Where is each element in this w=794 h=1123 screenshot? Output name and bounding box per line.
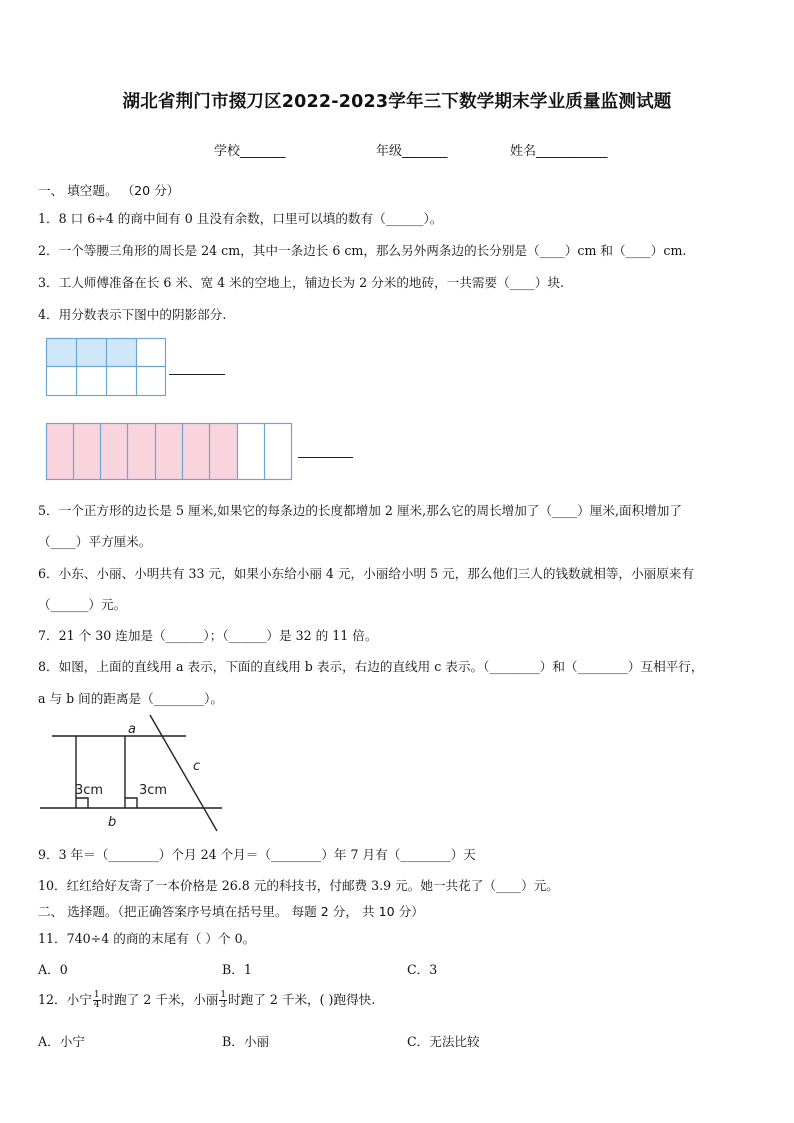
question-10: 10．红红给好友寄了一本价格是 26.8 元的科技书，付邮费 3.9 元。她一共花了（____）元。	[38, 878, 559, 893]
question-8-line1: 8．如图，上面的直线用 a 表示，下面的直线用 b 表示，右边的直线用 c 表示。（________）和（________）互相平行，	[38, 659, 704, 674]
fraction-bar-pink	[46, 423, 292, 480]
question-12	[38, 989, 375, 1010]
question-3: 3．工人师傅准备在长 6 米、宽 4 米的空地上，铺边长为 2 分米的地砖，一共需要（____）块.	[38, 275, 565, 290]
fraction-grid-blue	[46, 338, 166, 396]
section-fill-blank-heading: 一、 填空题。 （20 分）	[38, 183, 180, 198]
question-11: 11．740÷4 的商的末尾有（ ）个 0。	[38, 931, 256, 946]
line-b-label: b	[108, 815, 117, 830]
line-c-label: c	[193, 759, 201, 774]
question-8-line2: a 与 b 间的距离是（________）。	[38, 691, 223, 706]
answer-blank-4b	[298, 457, 353, 458]
question-6-line1: 6．小东、小丽、小明共有 33 元，如果小东给小丽 4 元，小丽给小明 5 元，那么他们三人的钱数就相等，小丽原来有	[38, 566, 694, 581]
q12-suffix: 时跑了 2 千米，( )跑得快.	[228, 992, 376, 1007]
name-field: 姓名___________	[510, 144, 608, 159]
q12-option-a: A．小宁	[38, 1034, 85, 1049]
question-7: 7．21 个 30 连加是（______）；（______）是 32 的 11 倍。	[38, 628, 378, 643]
question-9: 9．3 年＝（________）个月 24 个月＝（________）年 7 月有（________）天	[38, 847, 476, 862]
q12-option-c: C．无法比较	[407, 1034, 480, 1049]
question-2: 2．一个等腰三角形的周长是 24 cm，其中一条边长 6 cm，那么另外两条边的长分别是（____）cm 和（____）cm.	[38, 243, 687, 258]
q11-option-c: C．3	[407, 962, 438, 977]
q12-option-b: B．小丽	[222, 1034, 270, 1049]
question-5-line2: （____）平方厘米。	[38, 534, 152, 549]
line-a-label: a	[128, 722, 136, 737]
fraction-one-third: $\frac{1}{3}$	[220, 990, 227, 1010]
right-length-label: 3cm	[139, 783, 168, 798]
fraction-one-quarter: $\frac{1}{4}$	[93, 990, 100, 1010]
question-4: 4．用分数表示下图中的阴影部分.	[38, 307, 227, 322]
left-length-label: 3cm	[75, 783, 104, 798]
question-5-line1: 5．一个正方形的边长是 5 厘米,如果它的每条边的长度都增加 2 厘米,那么它的周长增加了（____）厘米,面积增加了	[38, 503, 682, 518]
parallel-lines-diagram	[38, 712, 228, 834]
grade-field: 年级_______	[376, 144, 448, 159]
page-title: 湖北省荆门市掇刀区2022-2023学年三下数学期末学业质量监测试题	[122, 92, 672, 112]
question-6-line2: （______）元。	[38, 597, 127, 612]
section-choice-heading: 二、 选择题。（把正确答案序号填在括号里。 每题 2 分， 共 10 分）	[38, 904, 424, 919]
q12-prefix: 12．小宁	[38, 992, 92, 1007]
school-field: 学校_______	[214, 144, 286, 159]
answer-blank-4a	[169, 374, 225, 375]
question-1: 1．8 口 6÷4 的商中间有 0 且没有余数，口里可以填的数有（______）。	[38, 211, 443, 226]
q11-option-a: A．0	[38, 962, 68, 977]
q11-option-b: B．1	[222, 962, 252, 977]
q12-mid: 时跑了 2 千米，小丽	[101, 992, 219, 1007]
